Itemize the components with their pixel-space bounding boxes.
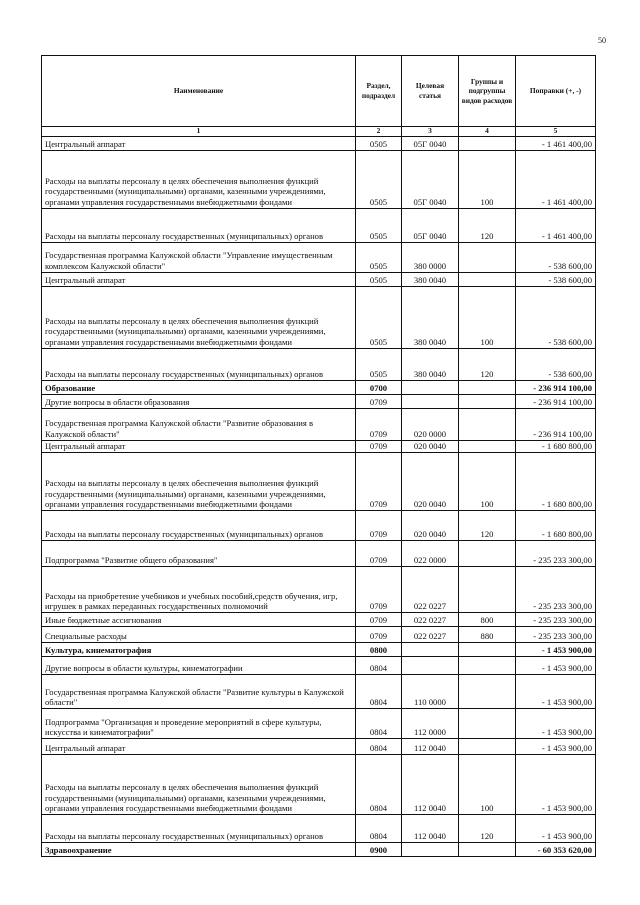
table-row bbox=[42, 453, 596, 511]
row-section: 0709 bbox=[356, 567, 402, 613]
budget-amendments-table bbox=[41, 55, 596, 857]
row-section: 0505 bbox=[356, 209, 402, 243]
table-row bbox=[42, 675, 596, 709]
row-target-article: 05Г 0040 bbox=[402, 151, 459, 209]
table-row bbox=[42, 709, 596, 739]
row-section: 0804 bbox=[356, 755, 402, 815]
row-amount: - 538 600,00 bbox=[516, 349, 596, 381]
row-expense-group bbox=[459, 381, 516, 395]
column-number: 4 bbox=[459, 127, 516, 137]
row-name: Здравоохранение bbox=[42, 843, 356, 857]
row-section: 0900 bbox=[356, 843, 402, 857]
row-expense-group: 100 bbox=[459, 151, 516, 209]
table-row bbox=[42, 395, 596, 409]
row-name: Расходы на выплаты персоналу в целях обеспечения выполнения функций государственными (муниципальными) органами, казенными учреждениями, органами управления государственными внебюджетными фондами bbox=[42, 755, 356, 815]
row-target-article: 022 0227 bbox=[402, 613, 459, 627]
column-number: 1 bbox=[42, 127, 356, 137]
row-amount: - 538 600,00 bbox=[516, 273, 596, 287]
table-row bbox=[42, 273, 596, 287]
row-section: 0709 bbox=[356, 613, 402, 627]
row-expense-group bbox=[459, 409, 516, 441]
table-row bbox=[42, 627, 596, 643]
row-target-article: 020 0040 bbox=[402, 453, 459, 511]
table-row bbox=[42, 349, 596, 381]
header-group: Группы и подгруппы видов расходов bbox=[459, 56, 516, 127]
row-amount: - 60 353 620,00 bbox=[516, 843, 596, 857]
row-name: Подпрограмма "Развитие общего образования" bbox=[42, 541, 356, 567]
column-number: 5 bbox=[516, 127, 596, 137]
row-section: 0505 bbox=[356, 243, 402, 273]
column-number: 2 bbox=[356, 127, 402, 137]
table-row bbox=[42, 243, 596, 273]
column-number-row bbox=[42, 127, 596, 137]
table-body bbox=[42, 137, 596, 857]
table-row bbox=[42, 409, 596, 441]
table-row bbox=[42, 137, 596, 151]
row-target-article: 110 0000 bbox=[402, 675, 459, 709]
row-section: 0804 bbox=[356, 815, 402, 843]
table-row bbox=[42, 287, 596, 349]
table-row bbox=[42, 739, 596, 755]
row-amount: - 1 453 900,00 bbox=[516, 815, 596, 843]
row-name: Расходы на выплаты персоналу государственных (муниципальных) органов bbox=[42, 815, 356, 843]
row-amount: - 1 680 800,00 bbox=[516, 511, 596, 541]
row-section: 0804 bbox=[356, 739, 402, 755]
row-expense-group: 800 bbox=[459, 613, 516, 627]
row-expense-group bbox=[459, 395, 516, 409]
row-name: Центральный аппарат bbox=[42, 273, 356, 287]
row-expense-group: 100 bbox=[459, 755, 516, 815]
header-name: Наименование bbox=[42, 56, 356, 127]
row-target-article bbox=[402, 395, 459, 409]
row-amount: - 235 233 300,00 bbox=[516, 613, 596, 627]
row-name: Расходы на выплаты персоналу в целях обеспечения выполнения функций государственными (муниципальными) органами, казенными учреждениями, органами управления государственными внебюджетными фондами bbox=[42, 151, 356, 209]
header-amount: Поправки (+, -) bbox=[516, 56, 596, 127]
row-name: Образование bbox=[42, 381, 356, 395]
row-expense-group: 880 bbox=[459, 627, 516, 643]
row-amount: - 235 233 300,00 bbox=[516, 541, 596, 567]
table-header-row bbox=[42, 56, 596, 127]
table-row bbox=[42, 541, 596, 567]
row-section: 0505 bbox=[356, 349, 402, 381]
row-target-article bbox=[402, 643, 459, 657]
row-name: Расходы на выплаты персоналу в целях обеспечения выполнения функций государственными (муниципальными) органами, казенными учреждениями, органами управления государственными внебюджетными фондами bbox=[42, 287, 356, 349]
row-expense-group bbox=[459, 541, 516, 567]
row-amount: - 538 600,00 bbox=[516, 287, 596, 349]
row-target-article: 380 0000 bbox=[402, 243, 459, 273]
row-expense-group: 100 bbox=[459, 453, 516, 511]
table-row bbox=[42, 209, 596, 243]
row-target-article: 112 0000 bbox=[402, 709, 459, 739]
row-target-article: 022 0227 bbox=[402, 567, 459, 613]
row-name: Специальные расходы bbox=[42, 627, 356, 643]
row-name: Расходы на выплаты персоналу государственных (муниципальных) органов bbox=[42, 349, 356, 381]
row-target-article: 112 0040 bbox=[402, 755, 459, 815]
row-expense-group: 120 bbox=[459, 209, 516, 243]
row-target-article: 112 0040 bbox=[402, 815, 459, 843]
row-section: 0709 bbox=[356, 409, 402, 441]
row-expense-group: 120 bbox=[459, 815, 516, 843]
row-section: 0505 bbox=[356, 137, 402, 151]
row-target-article: 380 0040 bbox=[402, 287, 459, 349]
row-name: Государственная программа Калужской области "Управление имущественным комплексом Калужской области" bbox=[42, 243, 356, 273]
row-expense-group bbox=[459, 643, 516, 657]
row-amount: - 236 914 100,00 bbox=[516, 409, 596, 441]
table-row bbox=[42, 613, 596, 627]
row-section: 0505 bbox=[356, 273, 402, 287]
table-row bbox=[42, 441, 596, 453]
row-name: Расходы на приобретение учебников и учебных пособий,средств обучения, игр, игрушек в рамках переданных государственных полномочий bbox=[42, 567, 356, 613]
row-expense-group bbox=[459, 441, 516, 453]
row-section: 0709 bbox=[356, 395, 402, 409]
table-row bbox=[42, 657, 596, 675]
row-name: Иные бюджетные ассигнования bbox=[42, 613, 356, 627]
row-target-article: 020 0040 bbox=[402, 511, 459, 541]
row-name: Культура, кинематография bbox=[42, 643, 356, 657]
row-amount: - 1 453 900,00 bbox=[516, 709, 596, 739]
page-number: 50 bbox=[598, 36, 606, 45]
table-row bbox=[42, 511, 596, 541]
row-name: Расходы на выплаты персоналу в целях обеспечения выполнения функций государственными (муниципальными) органами, казенными учреждениями, органами управления государственными внебюджетными фондами bbox=[42, 453, 356, 511]
row-expense-group bbox=[459, 567, 516, 613]
row-amount: - 1 453 900,00 bbox=[516, 739, 596, 755]
row-expense-group: 100 bbox=[459, 287, 516, 349]
row-expense-group bbox=[459, 243, 516, 273]
row-expense-group bbox=[459, 137, 516, 151]
row-name: Расходы на выплаты персоналу государственных (муниципальных) органов bbox=[42, 209, 356, 243]
column-number: 3 bbox=[402, 127, 459, 137]
row-target-article: 05Г 0040 bbox=[402, 137, 459, 151]
row-expense-group: 120 bbox=[459, 349, 516, 381]
header-section: Раздел, подраздел bbox=[356, 56, 402, 127]
row-expense-group bbox=[459, 709, 516, 739]
row-amount: - 235 233 300,00 bbox=[516, 627, 596, 643]
row-target-article: 020 0000 bbox=[402, 409, 459, 441]
row-target-article: 05Г 0040 bbox=[402, 209, 459, 243]
row-name: Другие вопросы в области культуры, кинематографии bbox=[42, 657, 356, 675]
row-amount: - 1 453 900,00 bbox=[516, 755, 596, 815]
row-name: Подпрограмма "Организация и проведение мероприятий в сфере культуры, искусства и кинематографии" bbox=[42, 709, 356, 739]
row-section: 0804 bbox=[356, 657, 402, 675]
row-amount: - 1 680 800,00 bbox=[516, 453, 596, 511]
row-amount: - 1 453 900,00 bbox=[516, 675, 596, 709]
row-target-article: 020 0040 bbox=[402, 441, 459, 453]
table-row bbox=[42, 755, 596, 815]
table-row bbox=[42, 567, 596, 613]
row-section: 0700 bbox=[356, 381, 402, 395]
row-expense-group: 120 bbox=[459, 511, 516, 541]
row-amount: - 236 914 100,00 bbox=[516, 395, 596, 409]
row-expense-group bbox=[459, 657, 516, 675]
header-target: Целевая статья bbox=[402, 56, 459, 127]
row-expense-group bbox=[459, 843, 516, 857]
row-expense-group bbox=[459, 675, 516, 709]
table-row bbox=[42, 843, 596, 857]
row-amount: - 1 453 900,00 bbox=[516, 643, 596, 657]
row-name: Государственная программа Калужской области "Развитие культуры в Калужской области" bbox=[42, 675, 356, 709]
row-section: 0804 bbox=[356, 675, 402, 709]
row-amount: - 1 680 800,00 bbox=[516, 441, 596, 453]
row-amount: - 1 461 400,00 bbox=[516, 209, 596, 243]
row-section: 0505 bbox=[356, 287, 402, 349]
row-section: 0709 bbox=[356, 453, 402, 511]
row-target-article bbox=[402, 843, 459, 857]
row-target-article: 380 0040 bbox=[402, 349, 459, 381]
row-section: 0709 bbox=[356, 511, 402, 541]
table-row bbox=[42, 151, 596, 209]
row-amount: - 235 233 300,00 bbox=[516, 567, 596, 613]
row-target-article: 380 0040 bbox=[402, 273, 459, 287]
row-target-article: 022 0227 bbox=[402, 627, 459, 643]
row-section: 0804 bbox=[356, 709, 402, 739]
row-name: Расходы на выплаты персоналу государственных (муниципальных) органов bbox=[42, 511, 356, 541]
table-row bbox=[42, 815, 596, 843]
row-target-article bbox=[402, 657, 459, 675]
row-section: 0800 bbox=[356, 643, 402, 657]
row-name: Другие вопросы в области образования bbox=[42, 395, 356, 409]
row-name: Центральный аппарат bbox=[42, 441, 356, 453]
row-name: Государственная программа Калужской области "Развитие образования в Калужской области" bbox=[42, 409, 356, 441]
row-target-article: 022 0000 bbox=[402, 541, 459, 567]
table-row bbox=[42, 643, 596, 657]
row-expense-group bbox=[459, 273, 516, 287]
row-amount: - 236 914 100,00 bbox=[516, 381, 596, 395]
row-amount: - 1 461 400,00 bbox=[516, 137, 596, 151]
table-row bbox=[42, 381, 596, 395]
row-section: 0709 bbox=[356, 541, 402, 567]
row-name: Центральный аппарат bbox=[42, 739, 356, 755]
row-expense-group bbox=[459, 739, 516, 755]
row-section: 0709 bbox=[356, 627, 402, 643]
row-section: 0709 bbox=[356, 441, 402, 453]
row-target-article bbox=[402, 381, 459, 395]
row-section: 0505 bbox=[356, 151, 402, 209]
row-name: Центральный аппарат bbox=[42, 137, 356, 151]
row-target-article: 112 0040 bbox=[402, 739, 459, 755]
row-amount: - 1 461 400,00 bbox=[516, 151, 596, 209]
row-amount: - 1 453 900,00 bbox=[516, 657, 596, 675]
row-amount: - 538 600,00 bbox=[516, 243, 596, 273]
